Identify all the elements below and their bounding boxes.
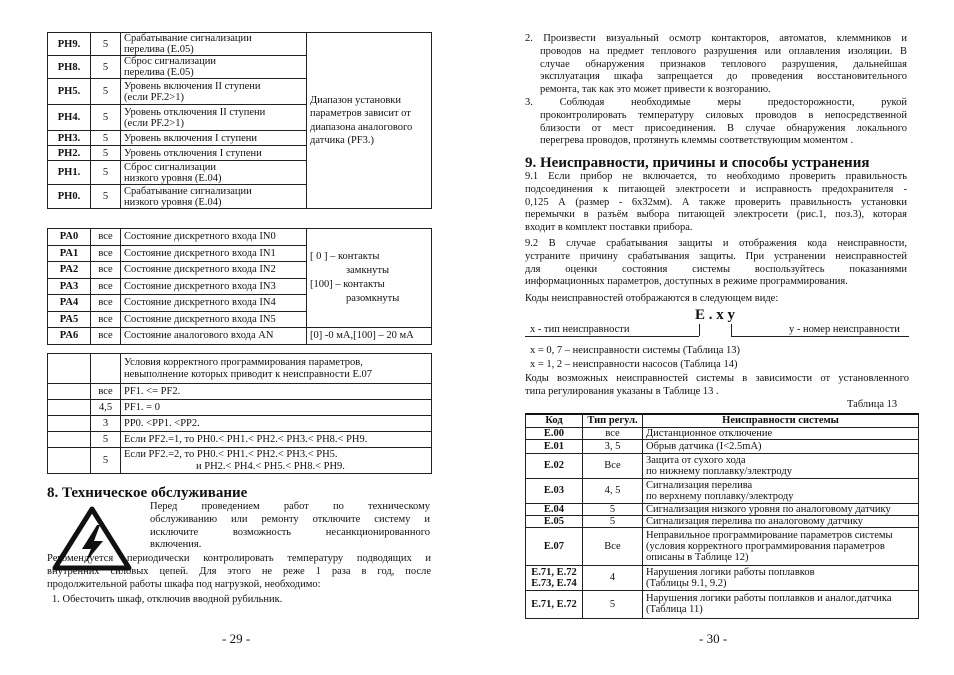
description-line: Срабатывание сигнализации — [124, 33, 252, 44]
input-description: Состояние дискретного входа IN0 — [121, 229, 307, 246]
condition-row — [48, 384, 432, 400]
description-line: перелива (Е.05) — [124, 44, 194, 56]
text-line: 3. Соблюдая необходимые меры предосторожности, рукой — [525, 97, 907, 108]
input-code: PA1 — [48, 245, 91, 262]
condition-type: 5 — [91, 448, 121, 474]
description-line: Защита от сухого хода — [646, 454, 746, 466]
fault-code — [526, 427, 583, 439]
codes-format-intro: Коды неисправностей отображаются в следующем виде: — [525, 293, 779, 304]
description-line: (Таблица 11) — [646, 604, 703, 616]
regulation-type: Все — [583, 527, 643, 565]
x-label: x - тип неисправности — [530, 324, 630, 335]
maintenance-item-3 — [525, 97, 907, 148]
blank-cell — [48, 416, 91, 432]
section-8-intro — [150, 501, 430, 552]
blank-cell — [48, 354, 91, 384]
blank-cell — [91, 354, 121, 384]
description-line: Сигнализация низкого уровня по аналоговому датчику — [646, 503, 891, 515]
description-line: Обрыв датчика (I<2.5mA) — [646, 440, 762, 452]
condition-line: и PH2.< PH4.< PH5.< PH8.< PH9. — [196, 460, 345, 472]
pa-row — [48, 229, 432, 246]
param-type: 5 — [91, 131, 121, 146]
description-line: Срабатывание сигнализации — [124, 185, 252, 197]
fault-description — [643, 565, 919, 590]
condition-text — [121, 400, 432, 416]
param-description — [121, 161, 307, 185]
x-pointer — [699, 324, 700, 336]
table-13-system-faults — [525, 413, 919, 619]
y-pointer-foot — [731, 336, 739, 337]
description-line: Дистанционное отключение — [646, 427, 773, 439]
param-code: PH3. — [48, 131, 91, 146]
text-line: эксплуатация шкафа запрещается до проведения восстановительного — [540, 71, 907, 83]
text-line: исключите возможность несанкционированного — [150, 526, 430, 538]
blank-cell — [48, 400, 91, 416]
analog-range: [0] -0 мА,[100] – 20 мА — [307, 328, 432, 345]
input-code: PA2 — [48, 262, 91, 279]
description-line: Нарушения логики работы поплавков — [646, 566, 815, 578]
description-line: описаны в Таблице 12) — [646, 551, 749, 563]
ph-parameters-table — [47, 32, 432, 209]
fault-code — [526, 439, 583, 453]
condition-line: PF1. = 0 — [124, 401, 160, 413]
fault-description — [643, 590, 919, 618]
section-8-item-1: 1. Обесточить шкаф, отключив вводной рубильник. — [52, 594, 283, 605]
y-label: y - номер неисправности — [789, 324, 900, 335]
input-code: PA5 — [48, 311, 91, 328]
condition-row — [48, 400, 432, 416]
fault-code — [526, 503, 583, 515]
input-type: все — [91, 278, 121, 295]
condition-text — [121, 448, 432, 474]
description-line: (Таблицы 9.1, 9.2) — [646, 577, 727, 589]
input-code: PA4 — [48, 295, 91, 312]
input-description: Состояние дискретного входа IN4 — [121, 295, 307, 312]
description-line: Уровень отключения II ступени — [124, 106, 266, 118]
condition-type: все — [91, 384, 121, 400]
fault-description — [643, 527, 919, 565]
fault-row — [526, 453, 919, 478]
description-line: Уровень отключения I ступени — [124, 147, 262, 159]
input-description: Состояние дискретного входа IN5 — [121, 311, 307, 328]
col-header-type: Тип регул. — [583, 414, 643, 427]
code-line: E.07 — [543, 540, 565, 552]
col-header-code: Код — [526, 414, 583, 427]
fault-row — [526, 515, 919, 527]
text-line: проводов на предмет теплового разрушения или оплавления изоляции. В — [540, 45, 907, 57]
conditions-table — [47, 353, 432, 474]
param-description — [121, 185, 307, 209]
closed-note: [ 0 ] – контакты — [310, 250, 380, 262]
param-code: PH2. — [48, 146, 91, 161]
pa-row — [48, 328, 432, 345]
regulation-type: 5 — [583, 503, 643, 515]
text-line: близости от мест присоединения. В случае обнаружения локального — [540, 122, 907, 134]
section-8-body — [47, 553, 431, 591]
contact-state-note — [307, 229, 432, 328]
description-line: низкого уровня (Е.04) — [124, 172, 222, 184]
x-pointer-foot — [665, 336, 699, 337]
text-line: 2. Произвести визуальный осмотр контакторов, автоматов, клеммников и — [525, 33, 907, 44]
ph-row — [48, 33, 432, 56]
param-code: PH9. — [48, 33, 91, 56]
section-8-title: 8. Техническое обслуживание — [47, 485, 248, 501]
open-note-2: разомкнуты — [346, 293, 400, 305]
regulation-type: 4, 5 — [583, 478, 643, 503]
text-line: информационных параметров, доступных в режиме программирования. — [525, 276, 848, 288]
text-line: для оценки состояния системы воспользуйтесь показаниями — [525, 263, 907, 275]
text-line: 9.1 Если прибор не включается, то необходимо проверить правильность — [525, 171, 907, 182]
condition-line: Если PF2.=1, то PH0.< PH1.< PH2.< PH3.< PH8.< PH9. — [124, 433, 368, 445]
regulation-type: 5 — [583, 590, 643, 618]
param-description — [121, 146, 307, 161]
fault-description — [643, 439, 919, 453]
input-description: Состояние дискретного входа IN2 — [121, 262, 307, 279]
description-line: Нарушения логики работы поплавков и аналог.датчика — [646, 593, 892, 605]
input-type: все — [91, 262, 121, 279]
right-page — [477, 0, 954, 675]
param-type: 5 — [91, 161, 121, 185]
text-line: Перед проведением работ по техническому — [150, 501, 430, 512]
condition-row — [48, 416, 432, 432]
description-line: Уровень включения II ступени — [124, 80, 261, 92]
description-line: по нижнему поплавку/электроду — [646, 465, 792, 477]
param-code: PH4. — [48, 105, 91, 131]
possible-codes-text — [525, 373, 909, 399]
x-values-pumps: x = 1, 2 – неисправности насосов (Таблица 14) — [530, 359, 738, 370]
fault-code — [526, 515, 583, 527]
input-code: PA3 — [48, 278, 91, 295]
code-line: E.73, E.74 — [531, 577, 577, 589]
col-header-fault: Неисправности системы — [643, 414, 919, 427]
input-type: все — [91, 295, 121, 312]
text-line: Коды возможных неисправностей системы в зависимости от установленного — [525, 373, 909, 384]
regulation-type: 5 — [583, 515, 643, 527]
x-values-system: x = 0, 7 – неисправности системы (Таблица 13) — [530, 345, 741, 356]
fault-code — [526, 527, 583, 565]
blank-cell — [48, 448, 91, 474]
text-line: устраните причину срабатывания защиты. При устранении неисправностей — [525, 250, 907, 262]
input-type: все — [91, 311, 121, 328]
condition-type: 3 — [91, 416, 121, 432]
fault-row — [526, 503, 919, 515]
input-type: все — [91, 229, 121, 246]
code-line: E.71, E.72 — [531, 566, 577, 578]
closed-note-2: замкнуты — [346, 264, 390, 276]
condition-type: 5 — [91, 432, 121, 448]
condition-text — [121, 384, 432, 400]
description-line: Сброс сигнализации — [124, 161, 217, 173]
description-line: Сигнализация перелива — [646, 479, 753, 491]
conditions-header — [121, 354, 432, 384]
pa-inputs-table — [47, 228, 432, 345]
blank-cell — [48, 432, 91, 448]
param-type: 5 — [91, 33, 121, 56]
text-line: включения. — [150, 539, 202, 551]
description-line: Неправильное программирование параметров системы — [646, 529, 893, 541]
fault-code — [526, 565, 583, 590]
code-line: E.05 — [543, 515, 565, 527]
paragraph-9-2 — [525, 238, 907, 289]
input-description: Состояние аналогового входа AN — [121, 328, 307, 345]
fault-row — [526, 590, 919, 618]
section-9-title: 9. Неисправности, причины и способы устранения — [525, 155, 870, 171]
param-code: PH5. — [48, 79, 91, 105]
param-type: 5 — [91, 185, 121, 209]
code-line: E.03 — [543, 485, 565, 496]
code-line: E.71, E.72 — [531, 598, 577, 610]
param-description — [121, 79, 307, 105]
text-line: Рекомендуется периодически контролировать температуру подводящих и — [47, 553, 431, 564]
paragraph-9-1 — [525, 171, 907, 235]
description-line: низкого уровня (Е.04) — [124, 196, 222, 208]
page-number-right: - 30 - — [699, 631, 728, 646]
fault-code — [526, 478, 583, 503]
input-type: все — [91, 328, 121, 345]
input-description: Состояние дискретного входа IN3 — [121, 278, 307, 295]
description-line: (если PF.2>1) — [124, 117, 184, 129]
param-type: 5 — [91, 146, 121, 161]
fault-row — [526, 565, 919, 590]
description-line: (если PF.2>1) — [124, 91, 184, 103]
description-line: Сброс сигнализации — [124, 56, 217, 68]
regulation-type: Все — [583, 453, 643, 478]
param-description — [121, 33, 307, 56]
text-line: 0,125 А (размер - 6х32мм). А также проверить правильность установки — [525, 196, 907, 208]
regulation-type: 3, 5 — [583, 439, 643, 453]
param-code: PH1. — [48, 161, 91, 185]
fault-code — [526, 453, 583, 478]
condition-line: Если PF2.=2, то PH0.< PH1.< PH2.< PH3.< PH5. — [124, 449, 338, 461]
fault-code — [526, 590, 583, 618]
input-code: PA0 — [48, 229, 91, 246]
text-line: перемычки в разъём выбора питающей электросети (рис.1, поз.3), которая — [525, 209, 907, 221]
text-line: продолжительной работы шкафа под нагрузкой, необходимо: — [47, 578, 321, 590]
open-note: [100] – контакты — [310, 279, 385, 290]
fault-description — [643, 503, 919, 515]
range-note: Диапазон установки параметров зависит от диапазона аналогового датчика (PF3.) — [307, 33, 432, 209]
fault-description — [643, 478, 919, 503]
input-code: PA6 — [48, 328, 91, 345]
description-line: Уровень включения I ступени — [124, 132, 257, 144]
header-line: невыполнение которых приводит к неисправности Е.07 — [124, 368, 373, 380]
text-line: входит в комплект поставки прибора. — [525, 222, 693, 234]
param-type: 5 — [91, 79, 121, 105]
code-line: E.00 — [543, 427, 565, 439]
condition-line: PP0. <PP1. <PP2. — [124, 417, 200, 429]
text-line: внутренних силовых цепей. Для этого не реже 1 раза в год, после — [47, 565, 431, 577]
text-line: подсоединения к питающей электросети и исправность предохранителя - — [525, 183, 907, 195]
error-code-format: E . x y — [695, 307, 736, 323]
table-13-caption: Таблица 13 — [847, 399, 898, 410]
code-line: E.04 — [543, 503, 565, 515]
condition-text — [121, 416, 432, 432]
regulation-type: все — [583, 427, 643, 439]
param-code: PH8. — [48, 56, 91, 79]
code-line: E.01 — [543, 440, 565, 452]
text-line: типа регулирования указаны в Таблице 13 . — [525, 385, 719, 397]
param-description — [121, 105, 307, 131]
condition-row — [48, 448, 432, 474]
param-description — [121, 56, 307, 79]
blank-cell — [48, 384, 91, 400]
input-type: все — [91, 245, 121, 262]
condition-type: 4,5 — [91, 400, 121, 416]
fault-row — [526, 427, 919, 439]
fault-row — [526, 478, 919, 503]
description-line: Сигнализация перелива по аналоговому датчику — [646, 515, 864, 527]
text-line: ремонта, так как это может привести к возгоранию. — [540, 84, 771, 96]
text-line: 9.2 В случае срабатывания защиты и отображения кода неисправности, — [525, 238, 907, 249]
description-line: (условия корректного программирования параметров — [646, 540, 885, 552]
param-type: 5 — [91, 105, 121, 131]
condition-row — [48, 432, 432, 448]
condition-line: PF1. <= PF2. — [124, 385, 181, 397]
fault-description — [643, 515, 919, 527]
fault-row — [526, 527, 919, 565]
conditions-header-row — [48, 354, 432, 384]
fault-description — [643, 453, 919, 478]
code-line: E.02 — [543, 460, 565, 471]
text-line: проконтролировать температуру силовых проводов в непосредственной — [540, 109, 907, 121]
input-description: Состояние дискретного входа IN1 — [121, 245, 307, 262]
description-line: перелива (Е.05) — [124, 67, 194, 79]
description-line: по верхнему поплавку/электроду — [646, 490, 794, 502]
regulation-type: 4 — [583, 565, 643, 590]
param-description — [121, 131, 307, 146]
text-line: перегрева проводов, протянуть клеммы соответствующим моментом . — [540, 135, 854, 147]
page-number-left: - 29 - — [222, 631, 251, 646]
maintenance-item-2 — [525, 33, 907, 97]
text-line: случае обнаружения признаков теплового разрушения, дальнейшая — [540, 58, 907, 70]
header-line: Условия корректного программирования параметров, — [124, 357, 363, 369]
text-line: обслуживанию или ремонту отключите систему и — [150, 513, 430, 525]
param-code: PH0. — [48, 185, 91, 209]
fault-description — [643, 427, 919, 439]
y-pointer — [731, 324, 732, 336]
fault-row — [526, 439, 919, 453]
param-type: 5 — [91, 56, 121, 79]
condition-text — [121, 432, 432, 448]
